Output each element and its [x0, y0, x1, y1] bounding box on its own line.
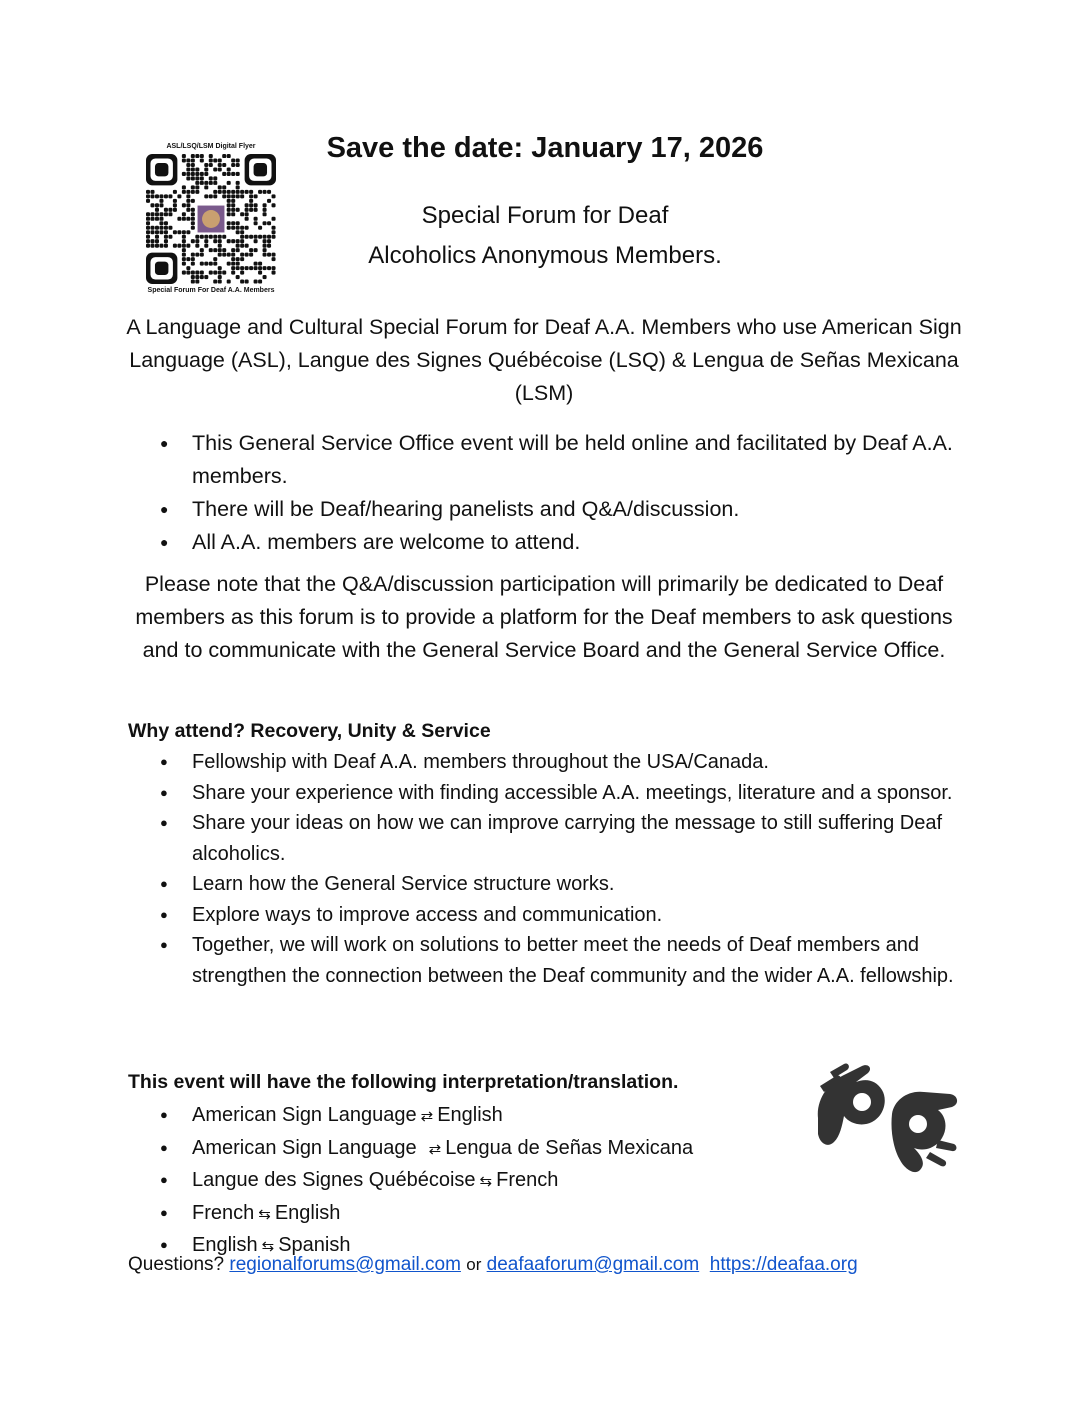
email-link-regionalforums[interactable]: regionalforums@gmail.com [229, 1254, 461, 1275]
language-to: French [496, 1169, 559, 1191]
qr-code-block [140, 142, 282, 296]
language-to: Lengua de Señas Mexicana [445, 1136, 694, 1159]
list-item: ● All A.A. members are welcome to attend. [158, 526, 958, 559]
contact-footer [128, 1254, 858, 1276]
bidirectional-arrow-icon: ⇄ [420, 1108, 434, 1125]
qr-caption-top: ASL/LSQ/LSM Digital Flyer [166, 143, 256, 150]
list-item: ● Together, we will work on solutions to better meet the needs of Deaf members and strengthen the connection between the Deaf community and the wider A.A. fellowship. [158, 930, 968, 991]
subtitle [300, 196, 790, 276]
why-attend-heading: Why attend? Recovery, Unity & Service [128, 720, 491, 742]
bidirectional-arrow-icon: ⇆ [258, 1205, 271, 1223]
interpretation-item [158, 1198, 798, 1231]
bidirectional-arrow-icon: ⇄ [428, 1140, 442, 1158]
interpretation-item [158, 1165, 798, 1198]
list-item: ● Share your experience with finding accessible A.A. meetings, literature and a sponsor. [158, 778, 968, 809]
page-title: Save the date: January 17, 2026 [326, 132, 764, 164]
interpretation-item [158, 1133, 798, 1166]
interpretation-item [158, 1100, 798, 1133]
list-item: ● Explore ways to improve access and communication. [158, 900, 968, 931]
language-from: American Sign Language [192, 1136, 417, 1159]
or-label: or [466, 1255, 482, 1274]
subtitle-line-1: Special Forum for Deaf [421, 202, 669, 229]
language-from: English [192, 1234, 258, 1256]
event-details-list [158, 427, 958, 559]
list-item: ● Share your ideas on how we can improve carrying the message to still suffering Deaf alcoholics. [158, 808, 968, 869]
sign-language-interpretation-icon [810, 1060, 965, 1185]
qr-caption-bottom: Special Forum For Deaf A.A. Members [147, 287, 275, 294]
subtitle-line-2: Alcoholics Anonymous Members. [368, 242, 722, 269]
bidirectional-arrow-icon: ⇆ [479, 1173, 493, 1190]
list-item: ● This General Service Office event will be held online and facilitated by Deaf A.A. members. [158, 427, 958, 493]
language-to: Spanish [278, 1234, 351, 1256]
email-link-deafaaforum[interactable]: deafaaforum@gmail.com [486, 1254, 700, 1275]
qr-code-icon[interactable] [146, 154, 276, 284]
website-link[interactable]: https://deafaa.org [709, 1254, 858, 1275]
bidirectional-arrow-icon: ⇆ [261, 1238, 275, 1255]
why-attend-list [158, 747, 968, 991]
interpretation-list [158, 1100, 798, 1263]
list-item: ● Fellowship with Deaf A.A. members throughout the USA/Canada. [158, 747, 968, 778]
questions-label: Questions? [128, 1254, 225, 1275]
language-from: Langue des Signes Québécoise [192, 1169, 476, 1191]
interpretation-heading: This event will have the following interpretation/translation. [128, 1071, 679, 1093]
participation-note: Please note that the Q&A/discussion participation will primarily be dedicated to Deaf members as this forum is to provide a platform for the Deaf members to ask questions and to communicate with the General Service Board and the General Service Office. [135, 572, 953, 662]
language-to: English [274, 1201, 341, 1224]
language-from: French [192, 1201, 255, 1224]
intro-paragraph: A Language and Cultural Special Forum for Deaf A.A. Members who use American Sign Language (ASL), Langue des Signes Québécoise (LSQ) & Lengua de Señas Mexicana (LSM) [126, 315, 962, 405]
language-from: American Sign Language [192, 1104, 417, 1126]
list-item: ● There will be Deaf/hearing panelists and Q&A/discussion. [158, 493, 958, 526]
language-to: English [437, 1104, 503, 1126]
list-item: ● Learn how the General Service structure works. [158, 869, 968, 900]
